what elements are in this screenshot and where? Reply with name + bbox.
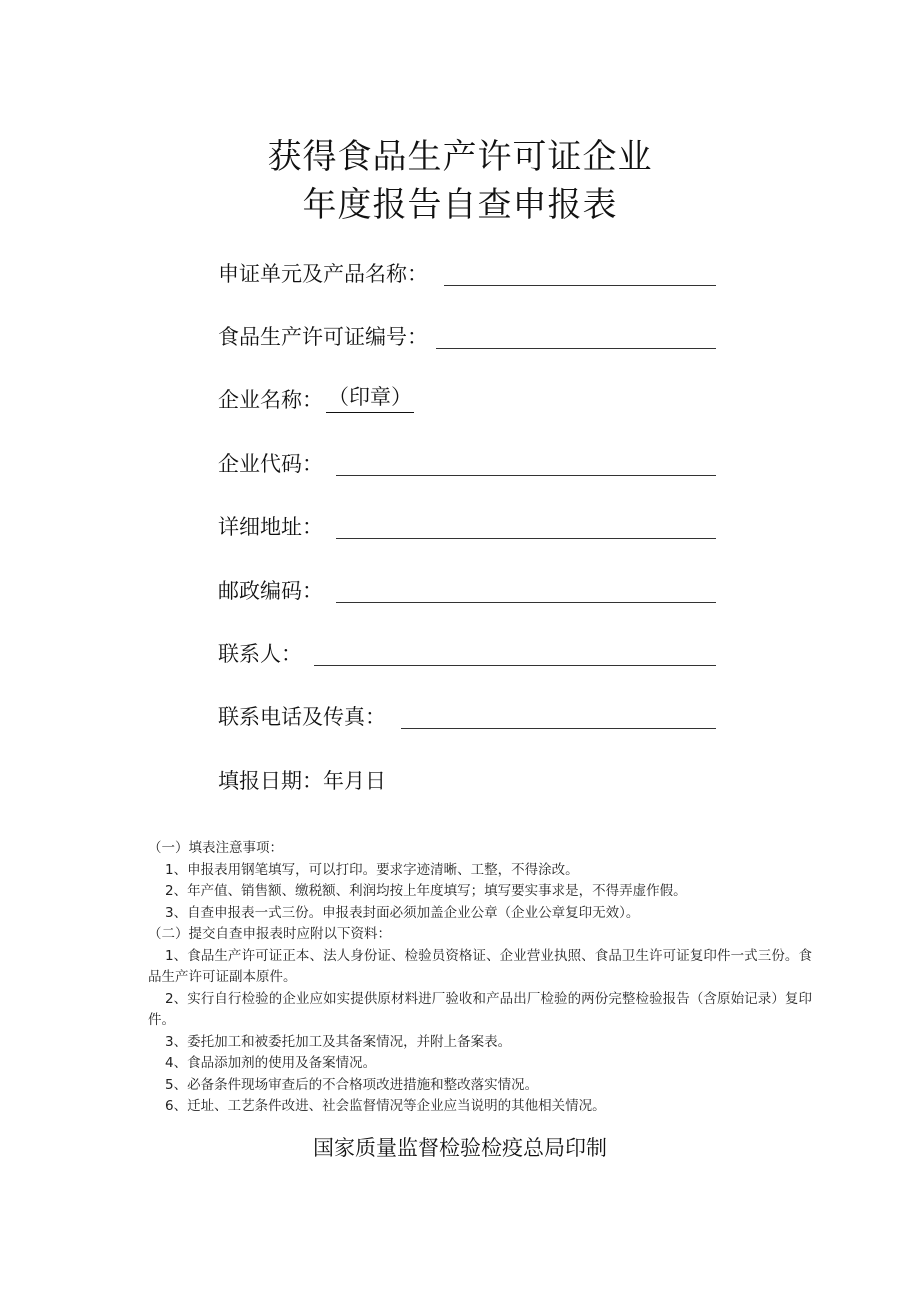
- instructions-section-2-item: 6、迁址、工艺条件改进、社会监督情况等企业应当说明的其他相关情况。: [165, 1098, 606, 1114]
- field-date: [218, 763, 716, 799]
- instructions-section-2-title: （二）提交自查申报表时应附以下资料：: [148, 926, 391, 942]
- field-company-code-blank-line[interactable]: [336, 475, 716, 476]
- field-postcode-label: 邮政编码：: [218, 579, 323, 603]
- field-phone-fax: [218, 699, 716, 735]
- form-title-line-1: 获得食品生产许可证企业: [267, 137, 653, 177]
- field-company-code-label: 企业代码：: [218, 452, 323, 476]
- field-license-no: [218, 319, 716, 355]
- field-phone-fax-label: 联系电话及传真：: [218, 705, 386, 729]
- instructions-section-2-item: 5、必备条件现场审查后的不合格项改进措施和整改落实情况。: [165, 1076, 539, 1093]
- field-phone-fax-blank-line[interactable]: [401, 728, 716, 729]
- instructions-section-1-item: 3、自查申报表一式三份。申报表封面必须加盖企业公章（企业公章复印无效）。: [165, 904, 640, 921]
- field-contact: [218, 636, 716, 672]
- instructions-section-1-title: （一）填表注意事项：: [148, 840, 283, 856]
- field-date-label: 填报日期：年月日: [218, 769, 386, 793]
- field-address-blank-line[interactable]: [336, 538, 716, 539]
- field-unit-product-blank-line[interactable]: [444, 285, 716, 286]
- field-unit-product-label: 申证单元及产品名称：: [218, 262, 428, 286]
- field-company-name-label: 企业名称：: [218, 388, 323, 412]
- field-company-code: [218, 446, 716, 482]
- instructions-section-2-item: 3、委托加工和被委托加工及其备案情况，并附上备案表。: [165, 1033, 512, 1050]
- field-license-no-blank-line[interactable]: [436, 348, 716, 349]
- field-unit-product: [218, 256, 716, 292]
- instructions-section-1-item: 2、年产值、销售额、缴税额、利润均按上年度填写；填写要实事求是，不得弄虚作假。: [165, 883, 687, 899]
- field-postcode: [218, 573, 716, 609]
- field-company-name: [218, 382, 716, 418]
- field-address-label: 详细地址：: [218, 515, 323, 539]
- field-contact-blank-line[interactable]: [314, 665, 716, 666]
- field-license-no-label: 食品生产许可证编号：: [218, 325, 428, 349]
- issuer-footer: 国家质量监督检验检疫总局印制: [313, 1136, 607, 1160]
- field-contact-label: 联系人：: [218, 642, 302, 666]
- company-seal-placeholder: （印章）: [326, 382, 414, 413]
- instructions-section-2-item: 4、食品添加剂的使用及备案情况。: [165, 1055, 377, 1071]
- field-address: [218, 509, 716, 545]
- instructions-section-2-item: 1、食品生产许可证正本、法人身份证、检验员资格证、企业营业执照、食品卫生许可证复印件一式三份。食品生产许可证副本原件。: [148, 947, 812, 985]
- field-postcode-blank-line[interactable]: [336, 602, 716, 603]
- form-title-line-2: 年度报告自查申报表: [302, 185, 618, 225]
- instructions-section-2-item: 2、实行自行检验的企业应如实提供原材料进厂验收和产品出厂检验的两份完整检验报告（含原始记录）复印件。: [148, 990, 812, 1028]
- instructions-section-1-item: 1、申报表用钢笔填写，可以打印。要求字迹清晰、工整，不得涂改。: [165, 861, 579, 878]
- form-instructions: [148, 838, 812, 1118]
